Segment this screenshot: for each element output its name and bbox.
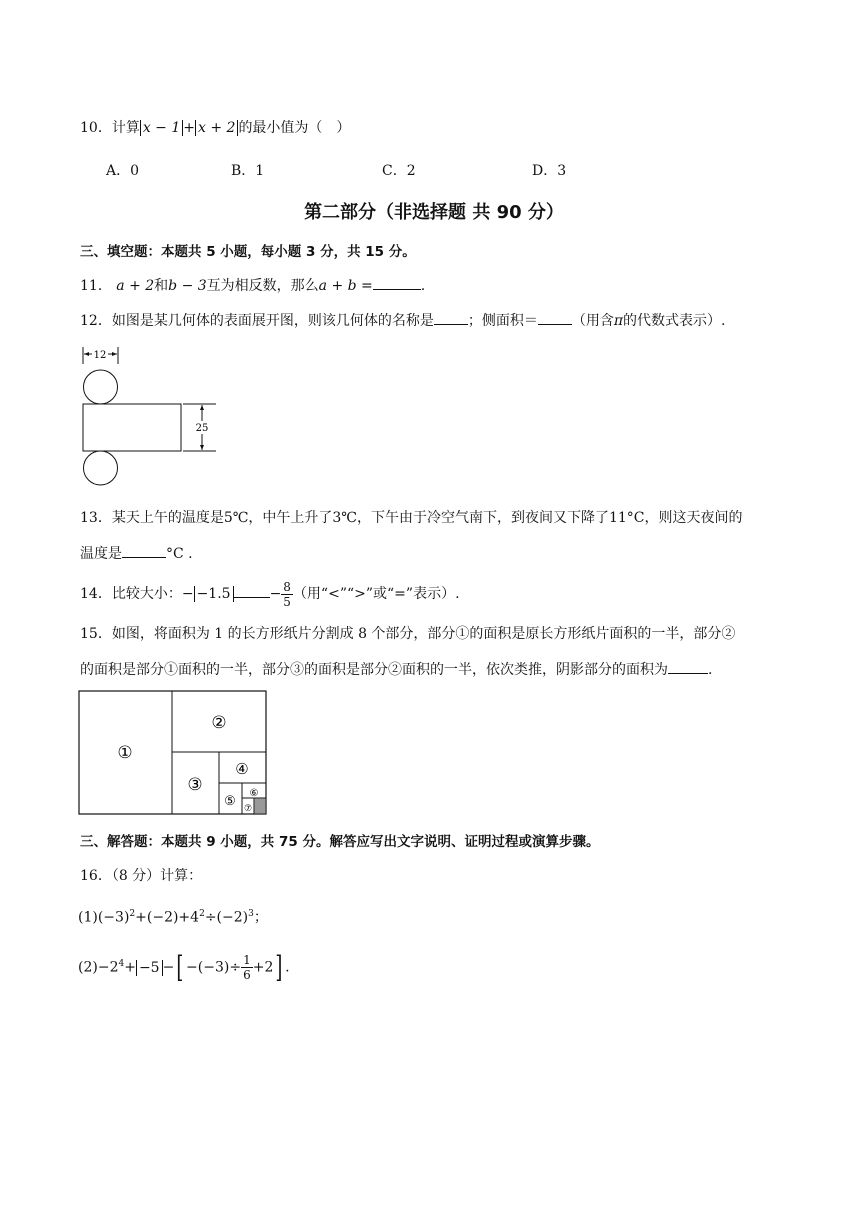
q10-stem xyxy=(80,118,350,138)
q11-sum-expr: a + b = xyxy=(318,278,373,294)
q15-line1: 15．如图，将面积为 1 的长方形纸片分割成 8 个部分，部分①的面积是原长方形纸片面积的一半，部分② xyxy=(80,626,736,642)
q16-p2-b: + xyxy=(124,959,136,976)
bottom-circle xyxy=(84,451,118,485)
q11-a-expr: a + 2 xyxy=(116,278,155,294)
q16-part2 xyxy=(78,946,290,986)
q14-rhs-sign: − xyxy=(269,586,282,602)
q16-p1-b-exp: 2 xyxy=(199,909,205,919)
q16-p2-c: − xyxy=(162,959,175,976)
q10-option-a xyxy=(106,160,139,180)
q13-line1: 13．某天上午的温度是5℃，中午上升了3℃，下午由于冷空气南下，到夜间又下降了11°C，则这天夜间的 xyxy=(80,510,743,526)
option-value: 3 xyxy=(557,163,567,179)
q11 xyxy=(80,275,425,296)
part-label-5: ⑤ xyxy=(224,794,236,809)
q11-number: 11． xyxy=(80,278,112,294)
q16-p2-a-exp: 4 xyxy=(118,959,125,969)
q14-lhs-abs: −1.5 xyxy=(194,586,234,602)
q12-text3: 的代数式表示）. xyxy=(623,313,726,329)
q12-pi: π xyxy=(613,313,624,329)
q12-area-blank[interactable] xyxy=(538,310,572,325)
lateral-rectangle xyxy=(83,404,181,451)
q10-abs-b: x + 2 xyxy=(195,120,238,136)
height-dim-arrow-top xyxy=(200,405,204,410)
section-fill-blank-heading: 三、填空题：本题共 5 小题，每小题 3 分，共 15 分。 xyxy=(80,244,416,260)
part-label-7: ⑦ xyxy=(243,804,253,814)
q16-p1-c-exp: 3 xyxy=(248,909,254,919)
part-label-3: ③ xyxy=(187,775,203,795)
top-circle xyxy=(84,370,118,404)
q12-number: 12． xyxy=(80,313,112,329)
option-value: 1 xyxy=(255,163,265,179)
part-label-2: ② xyxy=(211,713,227,733)
q11-and: 和 xyxy=(154,278,169,294)
q12-text2: （用含 xyxy=(571,313,614,329)
option-label: B． xyxy=(231,163,256,179)
q16-p2-label: (2) xyxy=(78,959,98,976)
q10-option-c xyxy=(382,160,416,180)
q16-p1-a-exp: 2 xyxy=(129,909,136,919)
q12-name-blank[interactable] xyxy=(434,310,468,325)
q16-part1 xyxy=(78,904,268,928)
option-label: D． xyxy=(532,163,558,179)
width-label: 12 xyxy=(93,350,107,361)
q16-p2-frac-den: 6 xyxy=(243,968,251,983)
q16-p1-a: (−3) xyxy=(97,909,130,926)
q12 xyxy=(80,310,725,331)
cylinder-net-figure xyxy=(70,342,230,492)
width-dim-arrow-right xyxy=(112,352,117,356)
q13-line2 xyxy=(80,543,193,564)
q16-p2-a: −2 xyxy=(97,959,119,976)
height-dim-arrow-bottom xyxy=(200,445,204,450)
q10-prefix: 计算 xyxy=(111,120,140,136)
q11-answer-blank[interactable] xyxy=(373,275,421,290)
q14-frac-den: 5 xyxy=(283,594,291,609)
left-bracket-icon: [ xyxy=(176,949,184,985)
q12-sep: ；侧面积＝ xyxy=(467,313,538,329)
q16-p2-end: . xyxy=(285,959,290,976)
right-bracket-icon: ] xyxy=(275,949,283,985)
q10-option-d xyxy=(532,160,566,180)
q16-p2-frac-num: 1 xyxy=(243,953,251,968)
q14-text: 比较大小： xyxy=(111,586,182,602)
width-dim-arrow-left xyxy=(84,352,89,356)
shaded-region xyxy=(254,798,266,814)
option-label: A． xyxy=(106,163,131,179)
part2-title: 第二部分（非选择题 共 90 分） xyxy=(304,202,564,223)
q10-option-b xyxy=(231,160,264,180)
q10-plus: + xyxy=(183,120,195,136)
q13-prefix: 温度是 xyxy=(80,546,122,562)
q16-p2-abs: −5 xyxy=(136,960,163,976)
q14-number: 14． xyxy=(80,586,112,602)
q14-answer-blank[interactable] xyxy=(234,583,270,598)
q16-p1-label: (1) xyxy=(78,909,98,926)
q15-line2-text: 的面积是部分①面积的一半，部分③的面积是部分②面积的一半，依次类推，阴影部分的面积为 xyxy=(80,662,668,678)
q11-end: . xyxy=(420,278,426,294)
q15-end: . xyxy=(708,662,713,678)
q16-p1-end: ； xyxy=(253,909,268,926)
q10-suffix: 的最小值为（ ） xyxy=(238,120,351,136)
height-label: 25 xyxy=(195,423,209,434)
q16-header: 16．（8 分）计算： xyxy=(80,868,203,884)
q11-b-expr: b − 3 xyxy=(168,278,207,294)
option-value: 0 xyxy=(130,163,140,179)
q14-lhs-sign: − xyxy=(181,586,194,602)
rectangle-partition-figure xyxy=(78,690,270,818)
q14-fraction xyxy=(281,580,293,609)
q16-p2-inner: −(−3)÷ xyxy=(186,959,242,976)
q14 xyxy=(80,578,460,610)
q15-line2 xyxy=(80,659,712,680)
q13-answer-blank[interactable] xyxy=(122,543,166,558)
part-label-6: ⑥ xyxy=(249,788,259,799)
option-label: C． xyxy=(382,163,407,179)
q11-mid: 互为相反数，那么 xyxy=(206,278,319,294)
option-value: 2 xyxy=(406,163,416,179)
q16-p2-tail: +2 xyxy=(252,959,274,976)
q16-p1-b: +(−2)+4 xyxy=(135,909,200,926)
q10-abs-a: x − 1 xyxy=(140,120,183,136)
part-label-1: ① xyxy=(117,743,133,763)
q14-frac-num: 8 xyxy=(283,579,291,594)
q13-suffix: °C . xyxy=(166,546,193,562)
section-solve-heading: 三、解答题：本题共 9 小题，共 75 分。解答应写出文字说明、证明过程或演算步骤。 xyxy=(80,834,600,850)
q10-number: 10． xyxy=(80,120,112,136)
q16-p2-fraction xyxy=(241,953,253,982)
q12-text1: 如图是某几何体的表面展开图，则该几何体的名称是 xyxy=(111,313,434,329)
q15-answer-blank[interactable] xyxy=(668,659,708,674)
q16-p1-c: ÷(−2) xyxy=(204,909,249,926)
part-label-4: ④ xyxy=(235,760,249,778)
q14-hint: （用“<”“>”或“=”表示）. xyxy=(292,586,460,602)
